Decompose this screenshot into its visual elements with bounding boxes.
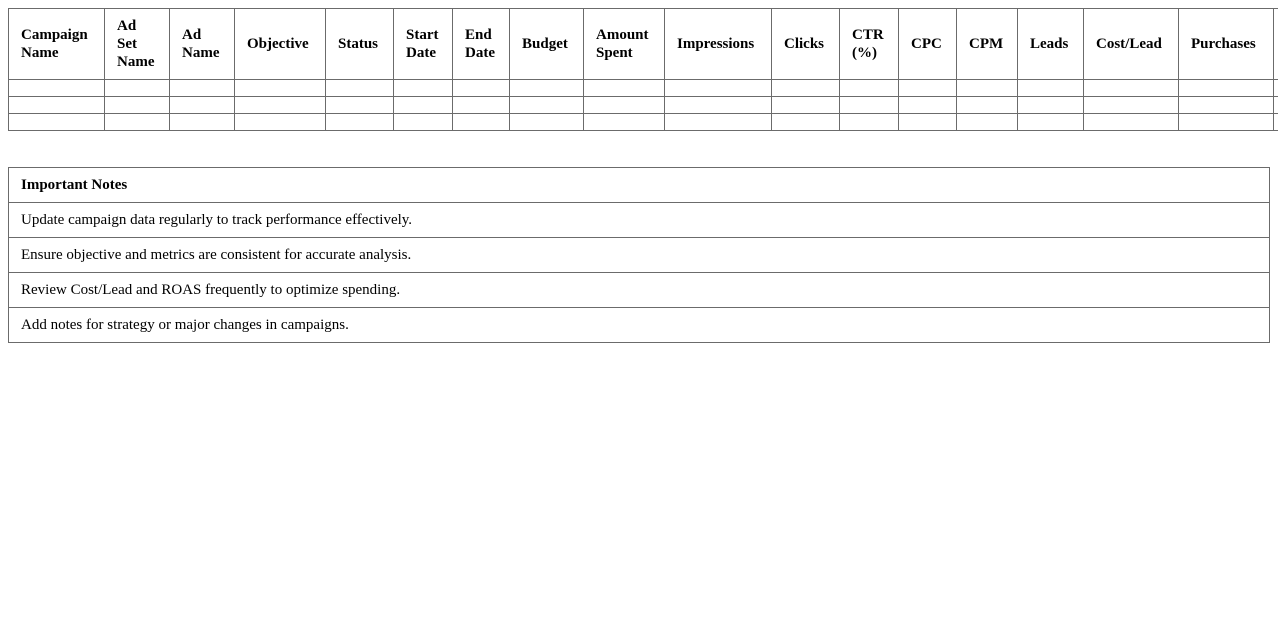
- table-cell[interactable]: [772, 114, 840, 131]
- column-header-cost-per-lead: Cost/Lead: [1084, 9, 1179, 80]
- table-cell[interactable]: [453, 114, 510, 131]
- table-cell[interactable]: [584, 80, 665, 97]
- table-cell[interactable]: [840, 114, 899, 131]
- table-cell[interactable]: [326, 97, 394, 114]
- list-item: [9, 273, 1270, 308]
- column-header-ad-set-name: Ad Set Name: [105, 9, 170, 80]
- table-cell[interactable]: [235, 80, 326, 97]
- table-cell[interactable]: [1018, 80, 1084, 97]
- table-cell[interactable]: [1179, 97, 1274, 114]
- important-notes-section: [8, 167, 1270, 343]
- table-cell[interactable]: [510, 114, 584, 131]
- note-text: Review Cost/Lead and ROAS frequently to optimize spending.: [9, 273, 1270, 308]
- table-cell[interactable]: [840, 80, 899, 97]
- column-header-status: Status: [326, 9, 394, 80]
- table-cell[interactable]: [1179, 80, 1274, 97]
- table-cell[interactable]: [1018, 97, 1084, 114]
- column-header-cpm: CPM: [957, 9, 1018, 80]
- table-cell[interactable]: [453, 97, 510, 114]
- column-header-ctr: CTR (%): [840, 9, 899, 80]
- table-cell[interactable]: [453, 80, 510, 97]
- table-cell[interactable]: [326, 80, 394, 97]
- table-cell[interactable]: [170, 80, 235, 97]
- list-item: [9, 308, 1270, 343]
- table-cell[interactable]: [1084, 114, 1179, 131]
- table-cell[interactable]: [772, 80, 840, 97]
- table-cell[interactable]: [9, 97, 105, 114]
- column-header-overflow: [1274, 9, 1278, 80]
- table-cell[interactable]: [1274, 97, 1278, 114]
- table-cell[interactable]: [105, 80, 170, 97]
- important-notes-table: [8, 167, 1270, 343]
- column-header-impressions: Impressions: [665, 9, 772, 80]
- column-header-campaign-name: Campaign Name: [9, 9, 105, 80]
- table-cell[interactable]: [665, 114, 772, 131]
- table-cell[interactable]: [840, 97, 899, 114]
- table-header-row: [9, 9, 1278, 80]
- notes-title: Important Notes: [9, 168, 1270, 203]
- table-cell[interactable]: [326, 114, 394, 131]
- table-cell[interactable]: [1274, 80, 1278, 97]
- table-cell[interactable]: [105, 114, 170, 131]
- table-cell[interactable]: [899, 114, 957, 131]
- table-row: [9, 80, 1278, 97]
- table-cell[interactable]: [957, 114, 1018, 131]
- table-cell[interactable]: [665, 97, 772, 114]
- note-text: Ensure objective and metrics are consistent for accurate analysis.: [9, 238, 1270, 273]
- column-header-ad-name: Ad Name: [170, 9, 235, 80]
- campaign-table-container[interactable]: [8, 8, 1278, 131]
- notes-header-row: [9, 168, 1270, 203]
- list-item: [9, 203, 1270, 238]
- table-cell[interactable]: [1084, 97, 1179, 114]
- table-cell[interactable]: [394, 80, 453, 97]
- table-cell[interactable]: [105, 97, 170, 114]
- table-cell[interactable]: [1179, 114, 1274, 131]
- table-cell[interactable]: [510, 80, 584, 97]
- column-header-objective: Objective: [235, 9, 326, 80]
- table-cell[interactable]: [170, 114, 235, 131]
- column-header-leads: Leads: [1018, 9, 1084, 80]
- table-cell[interactable]: [584, 97, 665, 114]
- table-cell[interactable]: [665, 80, 772, 97]
- column-header-end-date: End Date: [453, 9, 510, 80]
- column-header-clicks: Clicks: [772, 9, 840, 80]
- table-cell[interactable]: [9, 80, 105, 97]
- table-cell[interactable]: [9, 114, 105, 131]
- column-header-budget: Budget: [510, 9, 584, 80]
- table-cell[interactable]: [235, 97, 326, 114]
- table-cell[interactable]: [1274, 114, 1278, 131]
- note-text: Add notes for strategy or major changes in campaigns.: [9, 308, 1270, 343]
- table-cell[interactable]: [1084, 80, 1179, 97]
- table-cell[interactable]: [394, 97, 453, 114]
- column-header-cpc: CPC: [899, 9, 957, 80]
- table-row: [9, 114, 1278, 131]
- table-cell[interactable]: [772, 97, 840, 114]
- column-header-amount-spent: Amount Spent: [584, 9, 665, 80]
- table-cell[interactable]: [394, 114, 453, 131]
- table-cell[interactable]: [957, 80, 1018, 97]
- column-header-purchases: Purchases: [1179, 9, 1274, 80]
- table-cell[interactable]: [170, 97, 235, 114]
- note-text: Update campaign data regularly to track performance effectively.: [9, 203, 1270, 238]
- table-cell[interactable]: [899, 80, 957, 97]
- table-cell[interactable]: [957, 97, 1018, 114]
- table-cell[interactable]: [584, 114, 665, 131]
- list-item: [9, 238, 1270, 273]
- table-row: [9, 97, 1278, 114]
- table-cell[interactable]: [235, 114, 326, 131]
- table-cell[interactable]: [510, 97, 584, 114]
- column-header-start-date: Start Date: [394, 9, 453, 80]
- campaign-tracker-table: [8, 8, 1278, 131]
- table-cell[interactable]: [1018, 114, 1084, 131]
- table-cell[interactable]: [899, 97, 957, 114]
